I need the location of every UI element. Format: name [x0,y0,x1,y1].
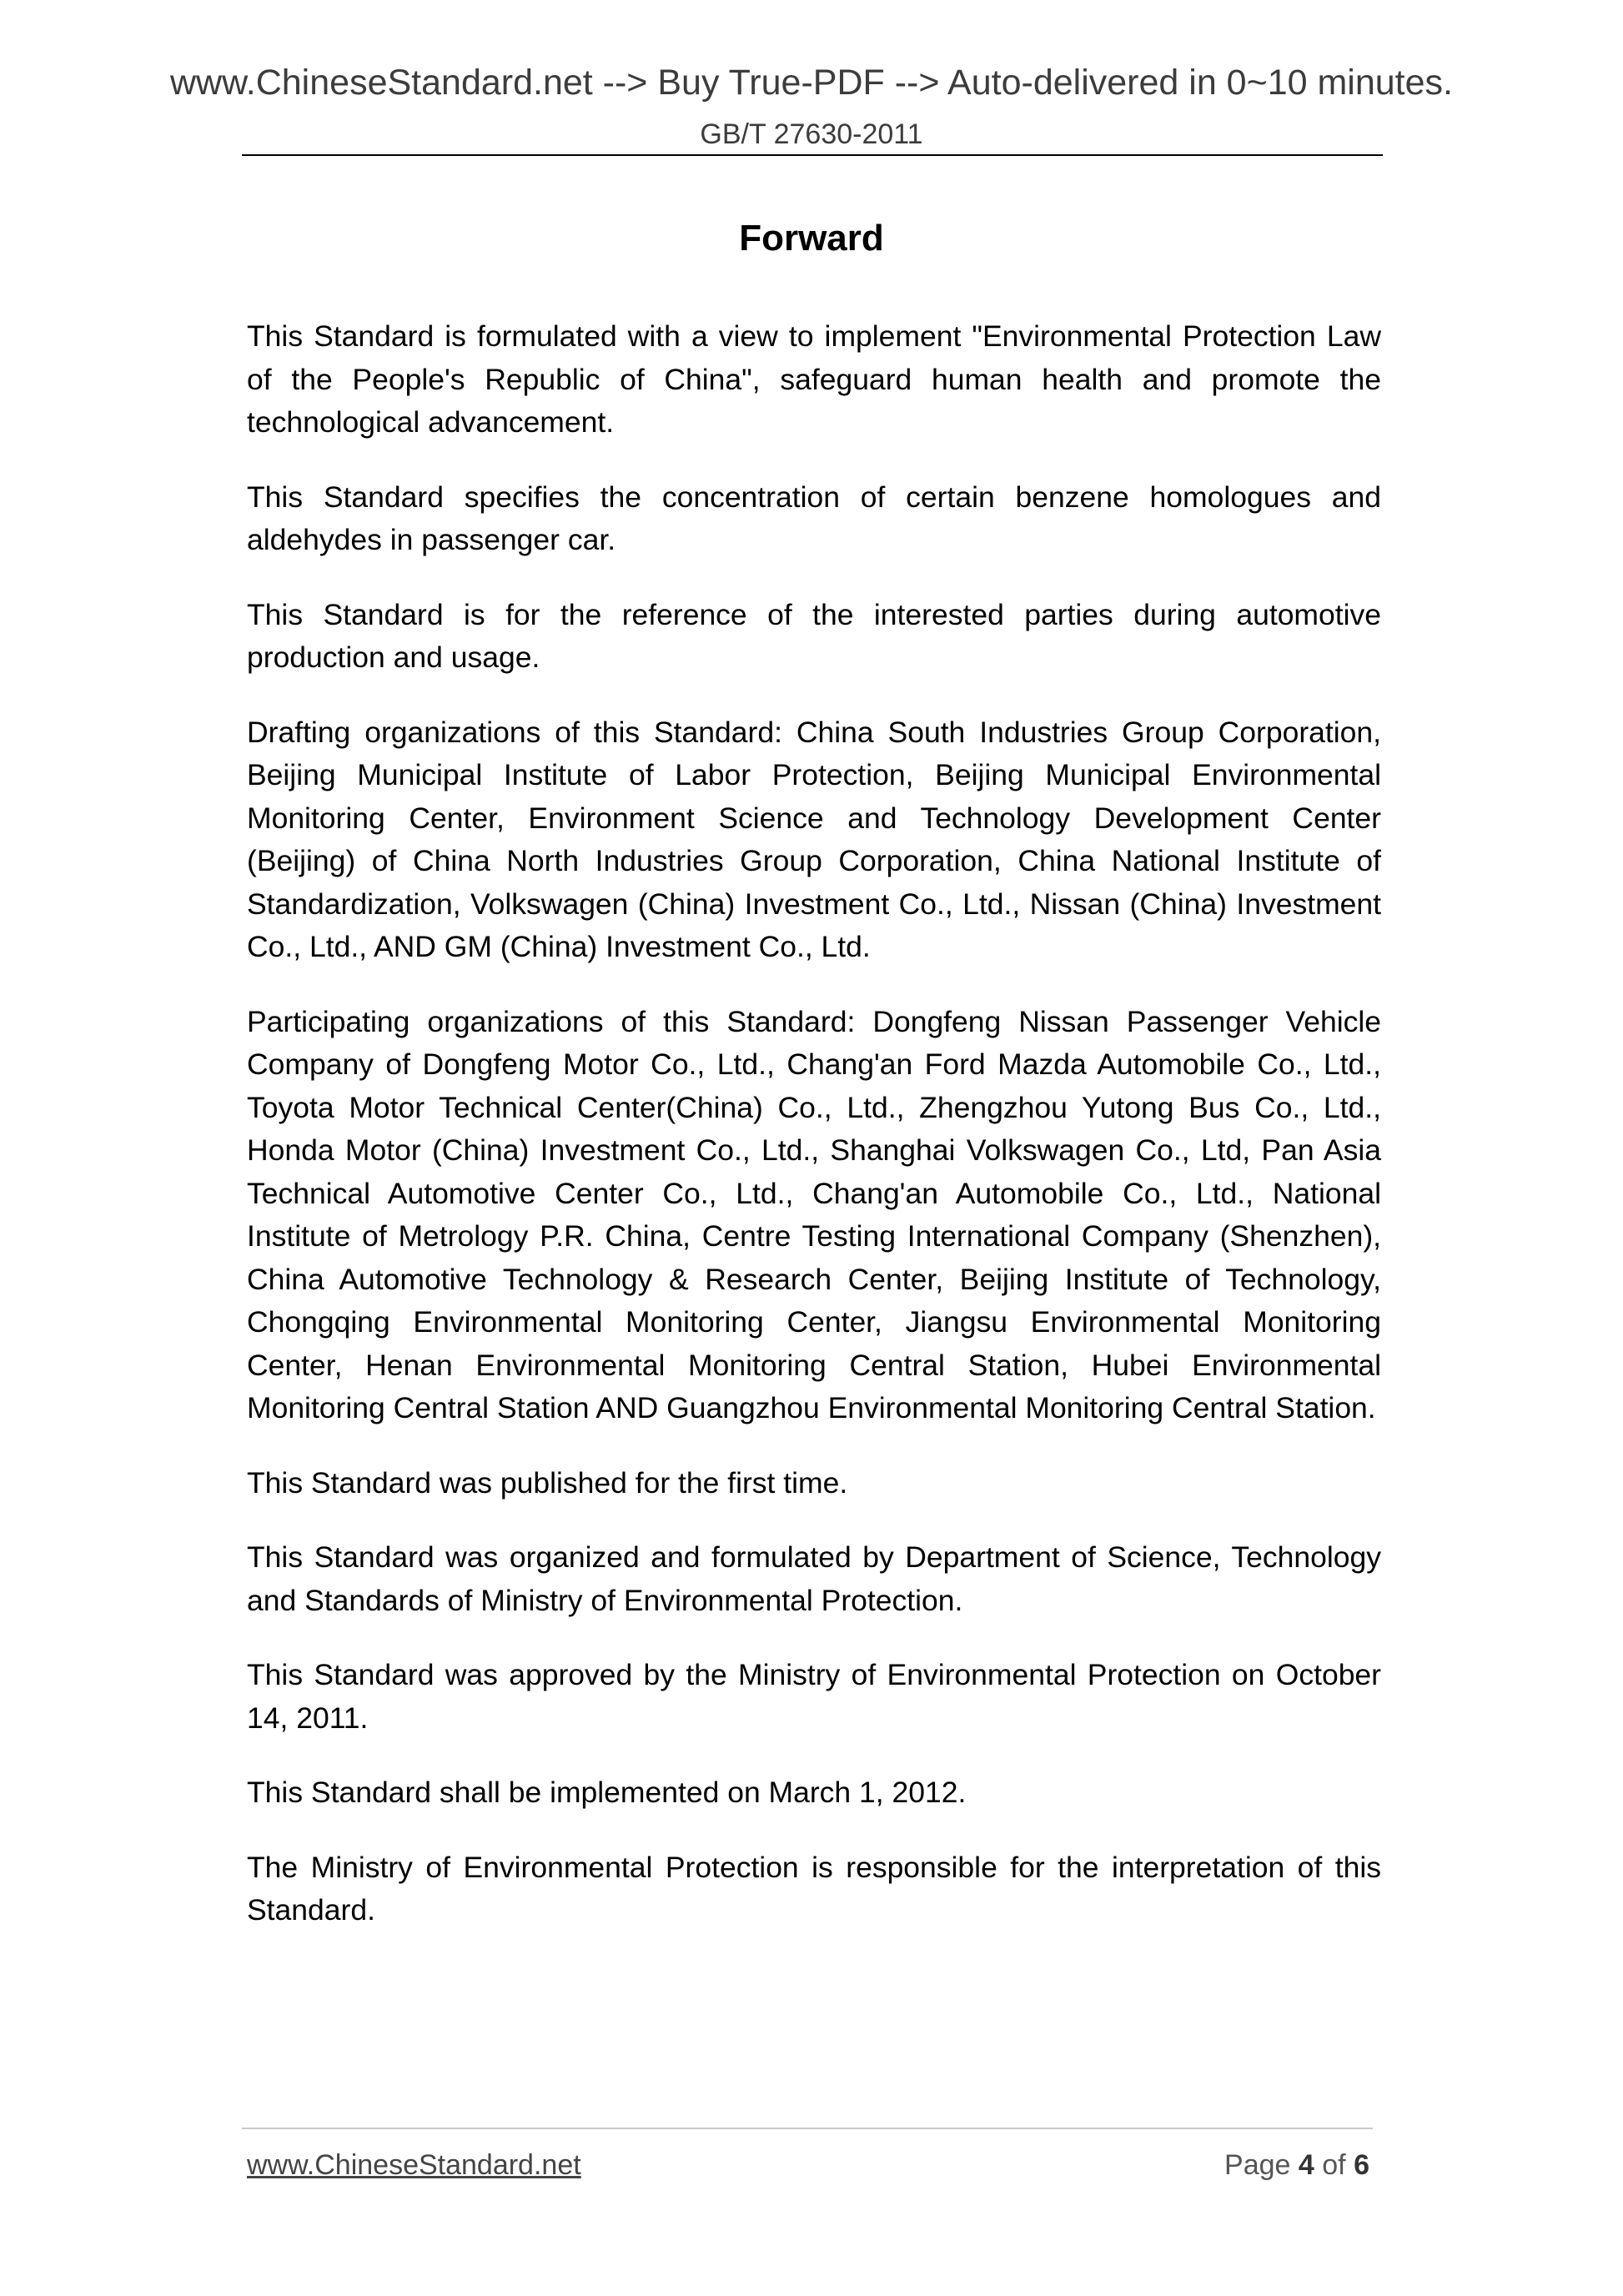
page-total: 6 [1354,2149,1369,2181]
paragraph-approval-date: This Standard was approved by the Ministry of Environmental Protection on October 14, 2011. [247,1658,1381,1735]
footer-website-link[interactable]: www.ChineseStandard.net [247,2149,581,2181]
document-code: GB/T 27630-2011 [700,118,923,150]
paragraph-implementation-date: This Standard shall be implemented on March 1, 2012. [247,1776,967,1809]
page-of: of [1314,2149,1354,2181]
paragraph-participating-organizations: Participating organizations of this Standard: Dongfeng Nissan Passenger Vehicle Company of Dongfeng Motor Co., Ltd., Chang'an Ford Mazda Automobile Co., Ltd., Toyota Motor Technical Center(China) Co., Ltd., Zhengzhou Yutong Bus Co., Ltd., Honda Motor (China) Investment Co., Ltd., Shanghai Volkswagen Co., Ltd, Pan Asia Technical Automotive Center Co., Ltd., Chang'an Automobile Co., Ltd., National Institute of Metrology P.R. China, Centre Testing International Company (Shenzhen), China Automotive Technology & Research Center, Beijing Institute of Technology, Chongqing Environmental Monitoring Center, Jiangsu Environmental Monitoring Center, Henan Environmental Monitoring Central Station, Hubei Environmental Monitoring Central Station AND Guangzhou Environmental Monitoring Central Station. [247,1004,1381,1424]
paragraph-drafting-organizations: Drafting organizations of this Standard: China South Industries Group Corporation, Beijing Municipal Institute of Labor Protection, Beijing Municipal Environmental Monitoring Center, Environment Science and Technology Development Center (Beijing) of China North Industries Group Corporation, China National Institute of Standardization, Volkswagen (China) Investment Co., Ltd., Nissan (China) Investment Co., Ltd., AND GM (China) Investment Co., Ltd. [247,715,1381,963]
paragraph-organized-by: This Standard was organized and formulated by Department of Science, Technology and Standards of Ministry of Environmental Protection. [247,1540,1381,1617]
page-current: 4 [1298,2149,1314,2181]
header-divider [242,154,1383,156]
paragraph-reference: This Standard is for the reference of the interested parties during automotive production and usage. [247,597,1381,674]
page-prefix: Page [1224,2149,1299,2181]
page-title: Forward [739,218,884,259]
page-number [1224,2150,1369,2181]
paragraph-first-publication: This Standard was published for the first time. [247,1465,848,1500]
paragraph-scope: This Standard specifies the concentration of certain benzene homologues and aldehydes in passenger car. [247,480,1381,556]
footer-divider [242,2128,1373,2129]
paragraph-interpretation: The Ministry of Environmental Protection is responsible for the interpretation of this Standard. [247,1850,1381,1927]
paragraph-purpose: This Standard is formulated with a view to implement "Environmental Protection Law of the People's Republic of China", safeguard human health and promote the technological advancement. [247,319,1381,439]
document-body [247,315,1381,1964]
header-banner: www.ChineseStandard.net --> Buy True-PDF --> Auto-delivered in 0~10 minutes. [169,63,1453,103]
